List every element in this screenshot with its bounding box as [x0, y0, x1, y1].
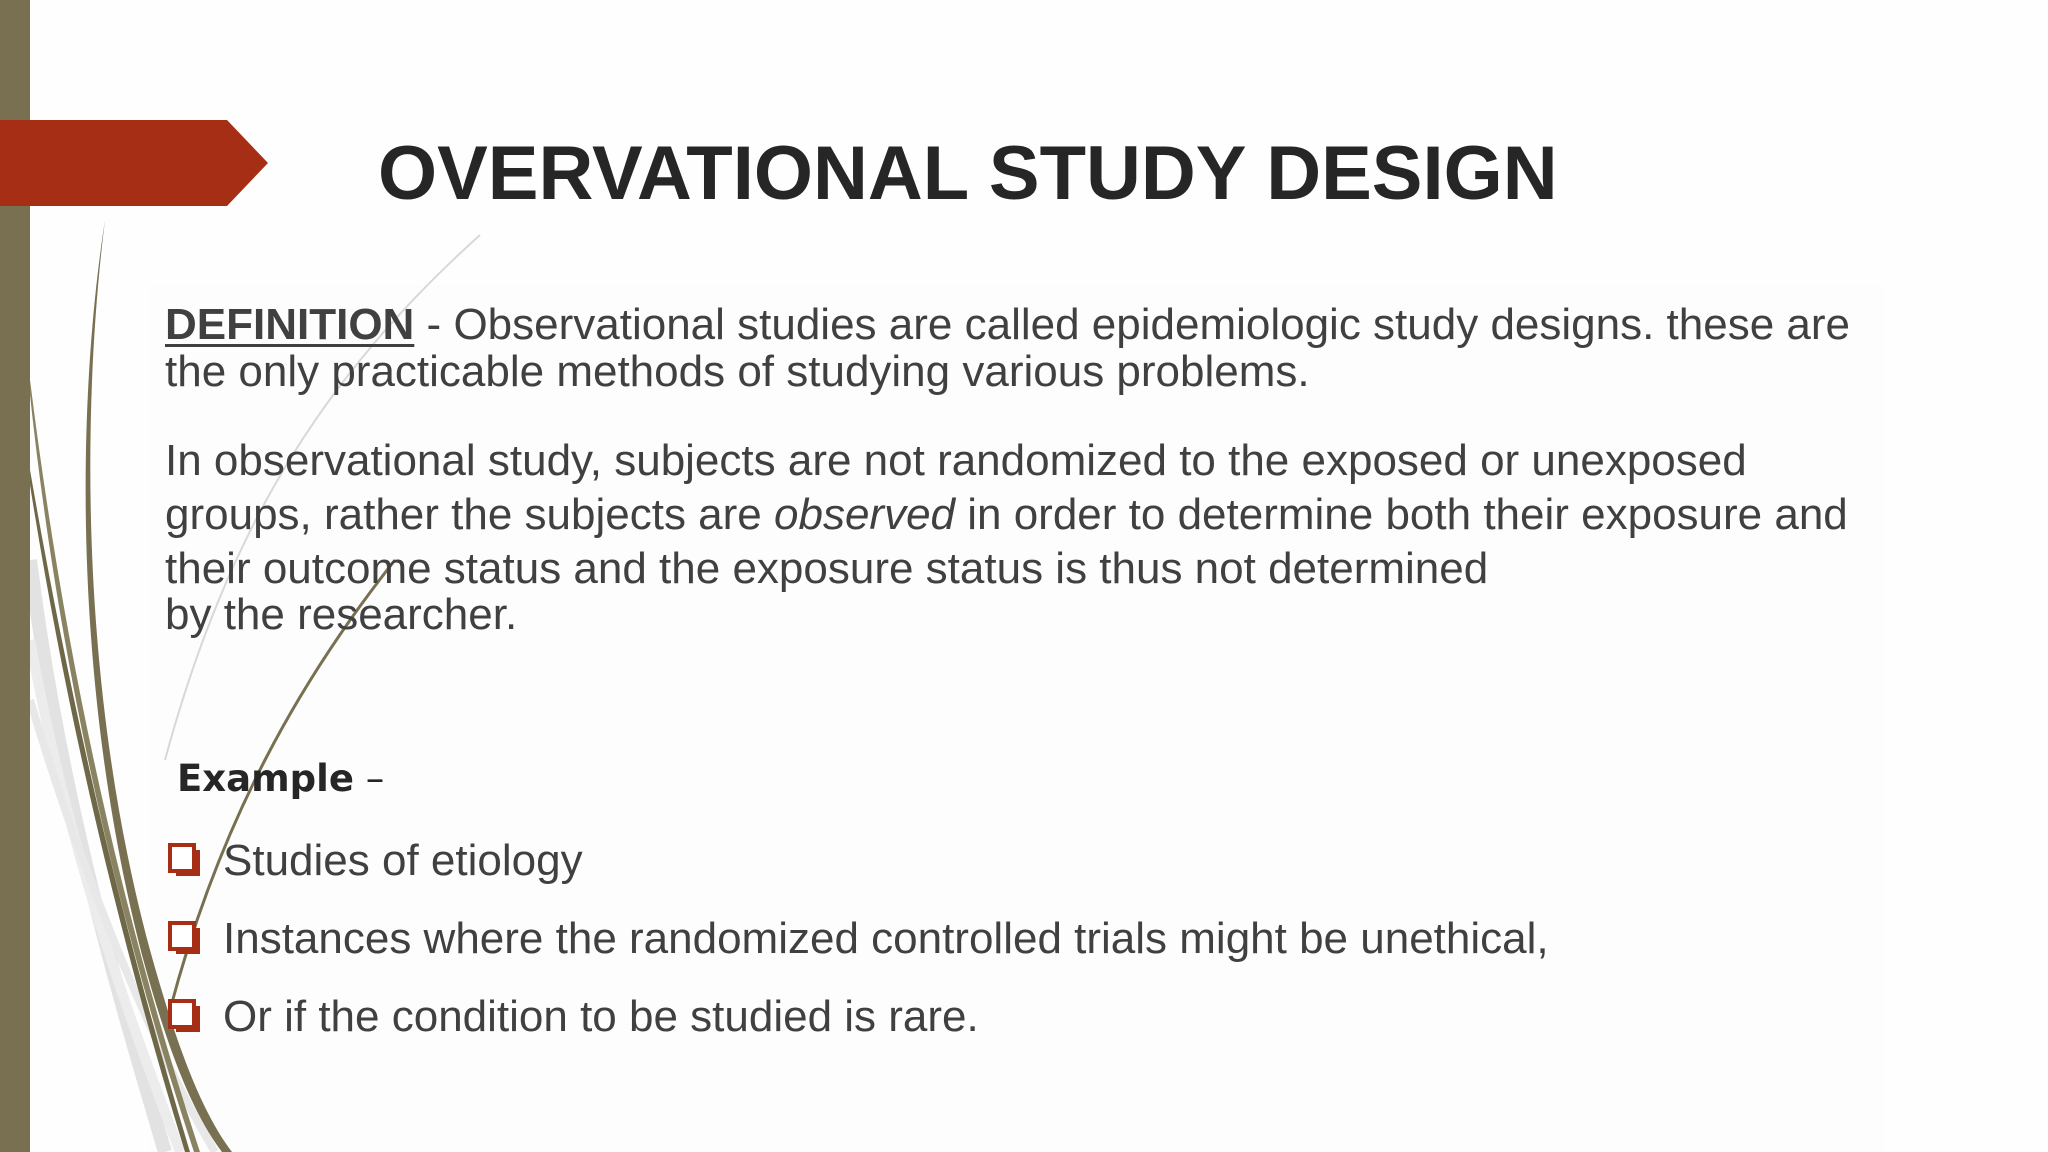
list-item-text: Instances where the randomized controlled trials might be unethical,: [223, 914, 1549, 963]
list-item: [167, 822, 1549, 900]
paragraph-part2: in order to determine both their exposure and their outcome status and the exposure status is thus not determined: [165, 490, 1848, 593]
paragraph-part1: In observational study, subjects are not randomized to the exposed or unexposed groups, rather the subjects are: [165, 436, 1747, 539]
list-item-text: Or if the condition to be studied is rare.: [223, 992, 979, 1041]
paragraph-part3: by the researcher.: [165, 590, 518, 639]
definition-text: Observational studies are called epidemiologic study designs. these are the only practicable methods of studying various problems.: [165, 300, 1851, 396]
example-list: [167, 822, 1549, 1056]
slide-title: OVERVATIONAL STUDY DESIGN: [378, 131, 1558, 216]
checkbox-icon: [167, 914, 207, 964]
definition-paragraph: [165, 301, 1890, 395]
example-dash: –: [353, 757, 385, 800]
example-label: Example: [177, 757, 354, 800]
list-item-text: Studies of etiology: [223, 836, 583, 885]
paragraph-emphasis: observed: [774, 490, 956, 539]
checkbox-icon: [167, 836, 207, 886]
example-heading: [177, 757, 384, 801]
list-item: [167, 900, 1549, 978]
observational-paragraph: [165, 434, 1890, 642]
definition-term: DEFINITION: [165, 300, 415, 349]
checkbox-icon: [167, 992, 207, 1042]
list-item: [167, 978, 1549, 1056]
title-arrow-tag: [0, 120, 270, 206]
definition-separator: -: [414, 300, 454, 349]
